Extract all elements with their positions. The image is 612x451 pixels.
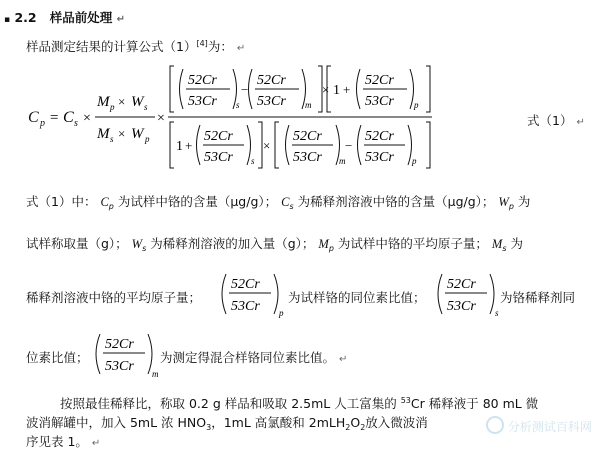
paragraph-mark-icon: ↵ [116,14,125,25]
formula-cs-sub: s [74,118,78,129]
section-number: 2.2 [14,10,37,25]
symbol-ms: M [491,237,503,251]
paragraph-line-3 [26,432,100,450]
symbol-sub: p [328,244,334,253]
paragraph-text: Cr 稀释液于 80 mL 微 [410,396,539,411]
ratio-sub-m: m [339,156,346,166]
ratio-den: 53Cr [204,150,233,165]
ratio-spike [430,270,508,320]
symbol-mp: M [318,237,329,251]
formula-times: × [322,82,330,97]
equation-label [527,111,585,129]
formula-wp-sub: p [145,134,150,144]
symbol-cs: C [281,195,290,209]
symbol-wp: W [498,195,509,209]
ratio-den: 53Cr [365,94,394,109]
formula-ws-sub: s [144,102,148,112]
symbol-cp: C [100,195,109,209]
definition-line-4-tail [160,348,347,366]
formula-ms: M [97,126,110,142]
ratio-num: 52Cr [257,73,286,88]
formula-equals: = [50,110,59,126]
symbol-sub: p [108,202,114,211]
formula-lhs: C [28,109,39,126]
chem-subscript: 3 [206,423,212,432]
definition-line-3: 稀释剂溶液中铬的平均原子量； [26,290,202,305]
formula-plus: + [185,138,193,153]
ratio-sub-m: m [305,100,312,110]
formula-minus: − [241,82,249,97]
symbol-sub: s [142,244,147,253]
watermark-logo-icon [486,416,504,434]
ratio-num: 52Cr [293,129,322,144]
formula-cs: C [63,109,74,126]
paragraph-mark-icon: ↵ [236,43,246,54]
definition-line-2 [26,234,523,253]
paragraph-text: 放入微波消 [365,415,428,430]
intro-text: 样品测定结果的计算公式（1） [26,39,197,54]
ratio-den: 53Cr [293,150,322,165]
ratio-den: 53Cr [447,299,476,314]
ratio-sub-s: s [251,156,255,166]
bullet-icon: ▪ [4,15,11,25]
formula-1 [0,62,612,174]
definition-text: 为试样中铬的含量（μg/g）； [117,194,278,209]
paragraph-text: O [350,415,361,430]
definition-text: 试样称取量（g）； [26,236,128,251]
equation-number: 式（1） [527,113,573,128]
formula-ws: W [131,94,144,110]
definition-text: 为测定得混合样铬同位素比值。 [160,350,336,365]
watermark-text: 分析测试百科网 [507,420,592,434]
definition-text: 为试样铬的同位素比值； [288,290,426,305]
formula-mp-sub: p [110,102,115,112]
ratio-sub-m: m [152,369,159,379]
ratio-num: 52Cr [188,73,217,88]
formula-one: 1 [176,139,183,154]
ratio-sub-s: s [495,308,499,318]
ratio-num: 52Cr [231,277,260,292]
ratio-den: 53Cr [365,150,394,165]
ratio-sub-p: p [279,308,284,318]
formula-times: × [83,111,91,126]
symbol-sub: s [289,202,294,211]
definition-lead: 式（1）中： [26,194,97,209]
ratio-sub-s: s [236,100,240,110]
formula-times: × [157,111,165,126]
formula-times: × [118,94,126,109]
ratio-sub-p: p [412,156,417,166]
ratio-num: 52Cr [365,129,394,144]
symbol-sub: s [502,244,507,253]
isotope-superscript: 53 [400,396,411,405]
ratio-den: 53Cr [231,299,260,314]
definition-text: 为稀释剂溶液的加入量（g）； [150,236,315,251]
paragraph-text: 按照最佳稀释比，称取 0.2 g 样品和吸取 2.5mL 人工富集的 [60,396,401,411]
chem-subscript: 2 [360,423,366,432]
definition-line-4: 位素比值； [26,350,89,365]
ratio-den: 53Cr [188,94,217,109]
formula-minus: − [345,138,353,153]
intro-tail: 为： [207,39,233,54]
symbol-sub: p [508,202,514,211]
formula-mp: M [97,94,110,110]
watermark [486,416,592,435]
definition-text: 为 [517,194,531,209]
ratio-num: 52Cr [105,337,134,352]
definition-text: 为 [510,236,523,251]
definition-text: 为铬稀释剂同 [500,290,576,305]
ratio-sample [214,270,292,320]
citation-ref: [4] [196,39,208,48]
definition-text: 为试样中铬的平均原子量； [337,236,488,251]
section-title: 样品前处理 [49,10,113,25]
formula-lhs-sub: p [40,118,45,129]
paragraph-line-1 [60,394,538,412]
ratio-num: 52Cr [447,277,476,292]
definition-line-1 [26,192,530,211]
paragraph-text: 序见表 1。 [26,434,88,449]
formula-plus: + [343,82,351,97]
paragraph-mark-icon: ↵ [576,117,585,128]
formula-times: × [118,126,126,141]
formula-times: × [263,138,271,153]
ratio-den: 53Cr [257,94,286,109]
ratio-num: 52Cr [204,129,233,144]
intro-line [26,37,245,55]
ratio-den: 53Cr [105,359,134,374]
chem-subscript: 2 [345,423,351,432]
paragraph-mark-icon: ↵ [339,354,348,365]
paragraph-mark-icon: ↵ [91,438,101,449]
ratio-sub-p: p [414,100,419,110]
paragraph-text: 波消解罐中，加入 5mL 浓 HNO [26,415,207,430]
formula-one: 1 [333,83,340,98]
formula-wp: W [131,126,144,142]
definition-text: 为稀释剂溶液中铬的含量（μg/g）； [297,194,495,209]
symbol-ws: W [131,237,143,251]
formula-ms-sub: s [110,134,114,144]
section-heading [4,8,125,26]
ratio-mixture [88,330,168,382]
ratio-num: 52Cr [365,73,394,88]
paragraph-text: ，1mL 高氯酸和 2mLH [211,415,346,430]
paragraph-line-2 [26,413,428,432]
